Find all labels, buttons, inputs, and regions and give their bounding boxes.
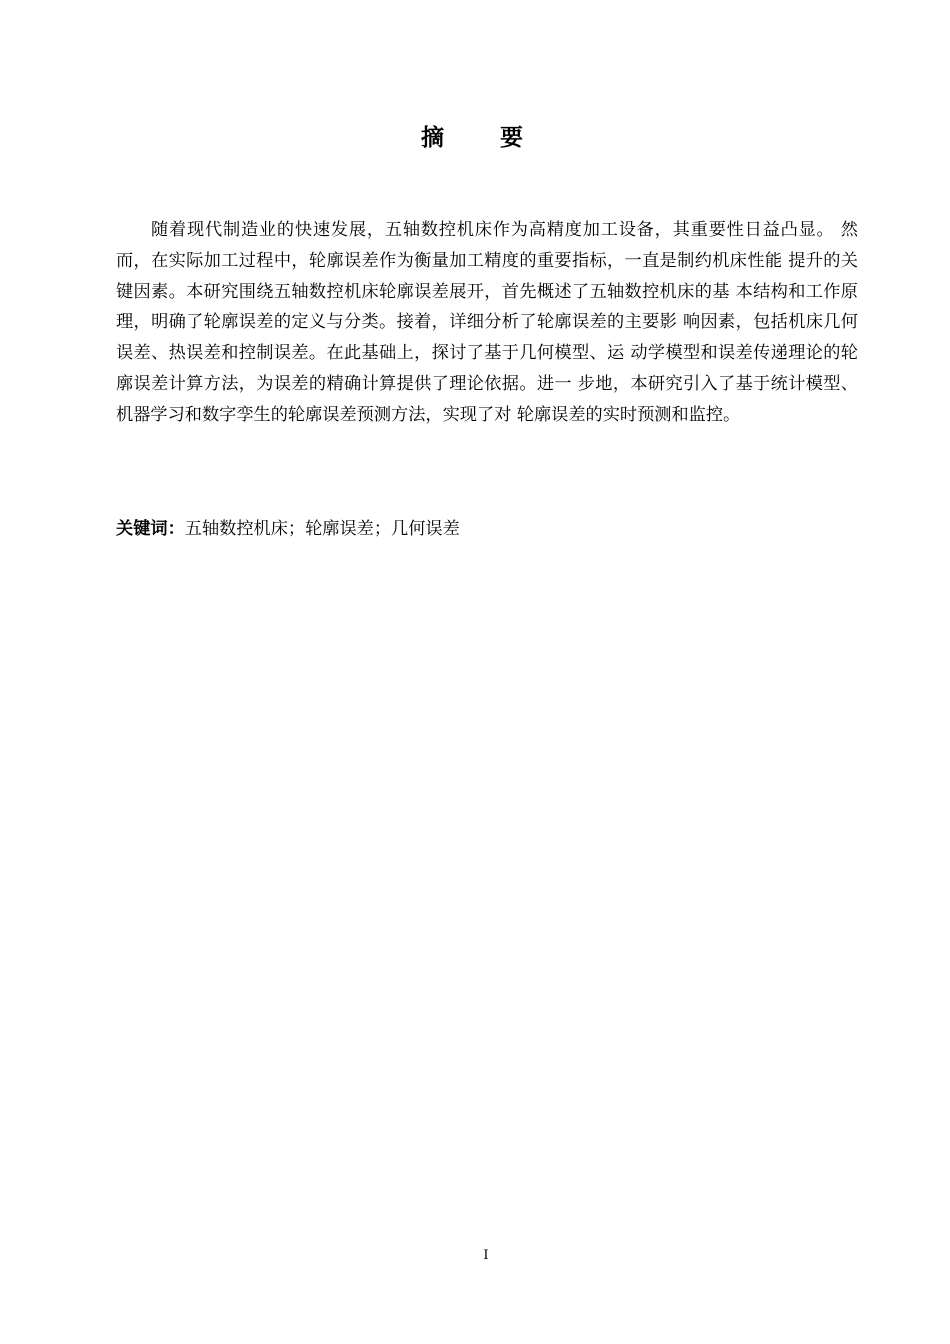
keywords-values: 五轴数控机床；轮廓误差；几何误差 — [184, 519, 460, 539]
page-title: 摘 要 — [420, 125, 547, 151]
page-number: I — [483, 1248, 489, 1263]
keywords-line — [116, 514, 858, 544]
abstract-paragraph: 随着现代制造业的快速发展，五轴数控机床作为高精度加工设备，其重要性日益凸显。 然而，在实际加工过程中，轮廓误差作为衡量加工精度的重要指标，一直是制约机床性能 提升的关键因素。本研究围绕五轴数控机床轮廓误差展开，首先概述了五轴数控机床的基 本结构和工作原理，明确了轮廓误差的定义与分类。接着，详细分析了轮廓误差的主要影 响因素，包括机床几何误差、热误差和控制误差。在此基础上，探讨了基于几何模型、运 动学模型和误差传递理论的轮廓误差计算方法，为误差的精确计算提供了理论依据。进一 步地，本研究引入了基于统计模型、机器学习和数字孪生的轮廓误差预测方法，实现了对 轮廓误差的实时预测和监控。 — [116, 220, 858, 425]
keywords-label: 关键词： — [116, 519, 185, 539]
